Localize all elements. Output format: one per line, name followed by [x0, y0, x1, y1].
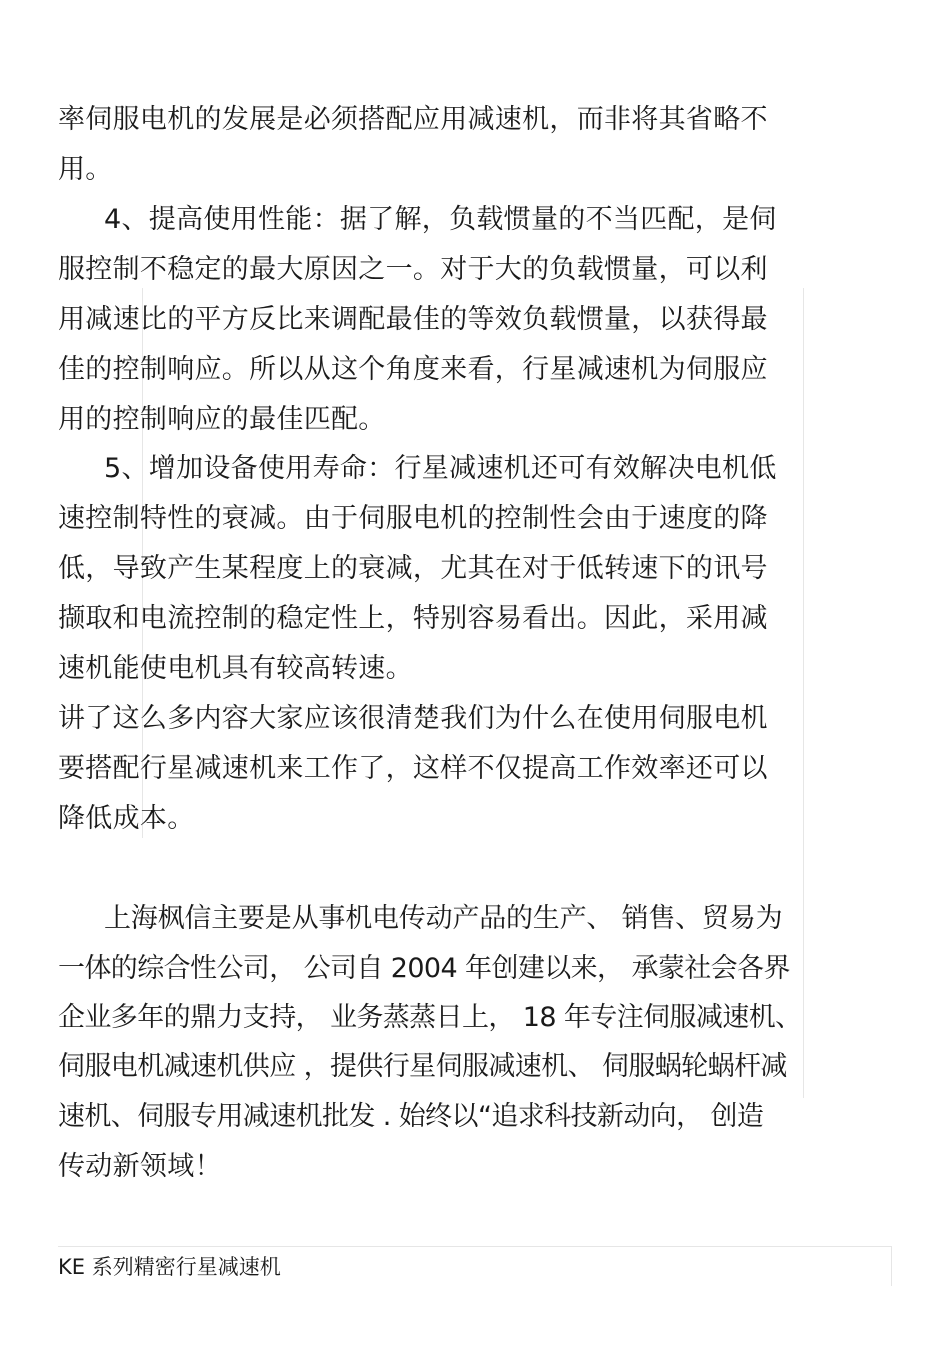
- text-line: 降低成本。: [58, 803, 195, 834]
- text-line: 4、提高使用性能：据了解，负载惯量的不当匹配，是伺: [104, 204, 777, 235]
- text-line: 撷取和电流控制的稳定性上，特别容易看出。因此，采用减: [58, 603, 768, 634]
- text-line: 速控制特性的衰减。由于伺服电机的控制性会由于速度的降: [58, 503, 768, 534]
- text-line: 一体的综合性公司， 公司自 2004 年创建以来， 承蒙社会各界: [58, 953, 790, 984]
- text-line: 佳的控制响应。所以从这个角度来看，行星减速机为伺服应: [58, 354, 768, 385]
- frame-line-right: [803, 288, 804, 1098]
- text-line: 率伺服电机的发展是必须搭配应用减速机，而非将其省略不: [58, 104, 768, 135]
- frame-line-footer-right: [891, 1246, 892, 1286]
- text-line: 5、增加设备使用寿命：行星减速机还可有效解决电机低: [104, 453, 777, 484]
- text-line: 用的控制响应的最佳匹配。: [58, 404, 386, 435]
- text-line: 低，导致产生某程度上的衰减，尤其在对于低转速下的讯号: [58, 553, 768, 584]
- text-line: 用减速比的平方反比来调配最佳的等效负载惯量，以获得最: [58, 304, 768, 335]
- text-line: 用。: [58, 154, 113, 185]
- text-line: 讲了这么多内容大家应该很清楚我们为什么在使用伺服电机: [58, 703, 768, 734]
- text-line: 要搭配行星减速机来工作了，这样不仅提高工作效率还可以: [58, 753, 768, 784]
- text-line: 企业多年的鼎力支持， 业务蒸蒸日上， 18 年专注伺服减速机、: [58, 1002, 802, 1033]
- text-line: 速机、伺服专用减速机批发 . 始终以“追求科技新动向， 创造: [58, 1101, 764, 1132]
- frame-line-footer-top: [58, 1246, 892, 1247]
- text-line: 速机能使电机具有较高转速。: [58, 653, 413, 684]
- text-line: 传动新领域！: [58, 1151, 222, 1182]
- footer-caption: KE 系列精密行星减速机: [58, 1255, 281, 1279]
- text-line: 服控制不稳定的最大原因之一。对于大的负载惯量，可以利: [58, 254, 768, 285]
- text-line: 上海枫信主要是从事机电传动产品的生产、 销售、贸易为: [104, 903, 783, 934]
- text-line: 伺服电机减速机供应 ，提供行星伺服减速机、 伺服蜗轮蜗杆减: [58, 1051, 787, 1082]
